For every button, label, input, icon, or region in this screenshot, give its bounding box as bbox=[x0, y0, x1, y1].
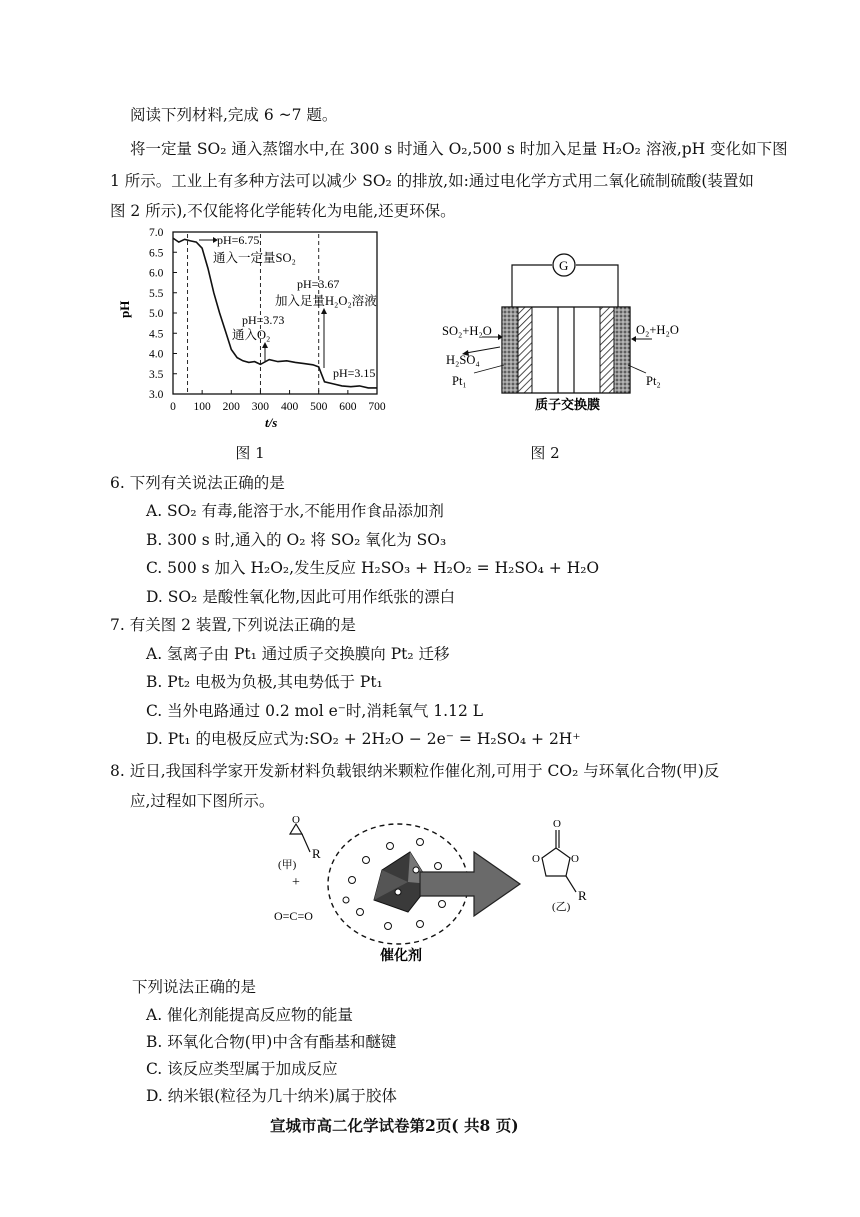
pt1-label: Pt₁ bbox=[452, 374, 467, 388]
page-footer: 宣城市高二化学试卷第2页( 共8 页) bbox=[270, 1116, 519, 1135]
reaction-arrow bbox=[420, 852, 520, 916]
ph-chart bbox=[115, 222, 395, 437]
y-tick-label: 6.0 bbox=[149, 267, 164, 280]
epoxide-r-label: R bbox=[312, 846, 321, 861]
y-tick-label: 5.0 bbox=[149, 308, 164, 320]
x-tick-label: 100 bbox=[193, 401, 211, 413]
q6-option-c: C. 500 s 加入 H₂O₂,发生反应 H₂SO₃ + H₂O₂ = H₂SO₄ + H₂O bbox=[146, 559, 600, 577]
q7-option-c: C. 当外电路通过 0.2 mol e⁻时,消耗氧气 1.12 L bbox=[146, 702, 484, 720]
y-tick-label: 5.5 bbox=[149, 287, 164, 300]
galvanometer-label: G bbox=[559, 258, 569, 273]
annotation-o2: 通入O₂ bbox=[232, 328, 271, 342]
left-in-label: SO₂+H₂O bbox=[442, 324, 492, 338]
pt2-label: Pt₂ bbox=[646, 374, 661, 388]
q6-stem: 6. 下列有关说法正确的是 bbox=[110, 474, 285, 492]
membrane-label: 质子交换膜 bbox=[535, 397, 601, 412]
q8-stem-line-2: 应,过程如下图所示。 bbox=[130, 792, 275, 810]
epoxide-bond bbox=[302, 834, 310, 852]
annotation-ph-3-15: pH=3.15 bbox=[333, 366, 376, 380]
y-tick-label: 7.0 bbox=[149, 227, 164, 239]
y-tick-label: 6.5 bbox=[149, 247, 164, 260]
q7-option-a: A. 氢离子由 Pt₁ 通过质子交换膜向 Pt₂ 迁移 bbox=[146, 645, 450, 663]
right-catalyst-layer bbox=[600, 307, 614, 393]
q7-stem: 7. 有关图 2 装置,下列说法正确的是 bbox=[110, 616, 356, 634]
carbonate-r-label: R bbox=[578, 888, 587, 903]
plus-sign: + bbox=[292, 875, 300, 890]
carbonate-ring bbox=[542, 848, 570, 876]
co2-label: O=C=O bbox=[274, 909, 313, 923]
annotation-ph-6-75: pH=6.75 bbox=[217, 233, 260, 247]
catalysis-diagram bbox=[270, 812, 610, 967]
label-yi: (乙) bbox=[552, 901, 571, 913]
epoxide-o-label: O bbox=[292, 814, 300, 826]
y-tick-label: 3.5 bbox=[149, 368, 164, 381]
x-tick-label: 200 bbox=[222, 401, 240, 413]
annotation-ph-3-73: pH=3.73 bbox=[242, 313, 285, 327]
q8-option-d: D. 纳米银(粒径为几十纳米)属于胶体 bbox=[146, 1087, 397, 1105]
x-tick-label: 0 bbox=[170, 401, 176, 413]
x-tick-label: 500 bbox=[310, 401, 328, 413]
left-catalyst-layer bbox=[518, 307, 532, 393]
cell-diagram bbox=[440, 243, 700, 413]
x-tick-label: 700 bbox=[368, 401, 386, 413]
x-tick-label: 400 bbox=[280, 401, 299, 413]
q8-option-a: A. 催化剂能提高反应物的能量 bbox=[146, 1006, 354, 1024]
left-out-label: H₂SO₄ bbox=[446, 353, 480, 367]
x-tick-label: 300 bbox=[251, 401, 270, 413]
right-in-label: O₂+H₂O bbox=[636, 323, 679, 337]
q6-option-b: B. 300 s 时,通入的 O₂ 将 SO₂ 氧化为 SO₃ bbox=[146, 531, 447, 549]
carbonate-r-bond bbox=[566, 876, 576, 892]
carbonate-o-left: O bbox=[532, 853, 540, 865]
fig1-caption: 图 1 bbox=[235, 444, 265, 462]
pt1-electrode bbox=[502, 307, 518, 393]
external-wire-right bbox=[576, 265, 618, 307]
pt2-electrode bbox=[614, 307, 630, 393]
annotation-ph-3-67: pH=3.67 bbox=[297, 277, 340, 291]
y-axis-label: pH bbox=[117, 300, 132, 318]
carbonate-o-top: O bbox=[553, 818, 561, 830]
q7-option-b: B. Pt₂ 电极为负极,其电势低于 Pt₁ bbox=[146, 673, 383, 691]
q8-option-b: B. 环氧化合物(甲)中含有酯基和醚键 bbox=[146, 1033, 397, 1051]
q6-option-d: D. SO₂ 是酸性氧化物,因此可用作纸张的漂白 bbox=[146, 588, 456, 606]
q7-option-d: D. Pt₁ 的电极反应式为:SO₂ + 2H₂O − 2e⁻ = H₂SO₄ + 2H⁺ bbox=[146, 730, 581, 748]
q8-option-c: C. 该反应类型属于加成反应 bbox=[146, 1060, 338, 1078]
intro-line-2: 将一定量 SO₂ 通入蒸馏水中,在 300 s 时通入 O₂,500 s 时加入足量 H₂O₂ 溶液,pH 变化如下图 bbox=[130, 140, 788, 158]
label-jia: (甲) bbox=[278, 859, 297, 871]
catalyst-label: 催化剂 bbox=[380, 949, 422, 964]
annotation-h2o2: 加入足量H₂O₂溶液 bbox=[275, 294, 377, 308]
q8-stem-line-1: 8. 近日,我国科学家开发新材料负载银纳米颗粒作催化剂,可用于 CO₂ 与环氧化合物(甲)反 bbox=[110, 762, 720, 780]
x-tick-label: 600 bbox=[339, 401, 357, 413]
q6-option-a: A. SO₂ 有毒,能溶于水,不能用作食品添加剂 bbox=[146, 502, 444, 520]
fig2-caption: 图 2 bbox=[530, 444, 560, 462]
intro-line-1: 阅读下列材料,完成 6 ~7 题。 bbox=[130, 106, 338, 124]
intro-line-3: 1 所示。工业上有多种方法可以减少 SO₂ 的排放,如:通过电化学方式用二氧化硫制硫酸(装置如 bbox=[110, 172, 754, 190]
y-tick-label: 4.0 bbox=[149, 348, 164, 361]
x-axis-label: t/s bbox=[265, 415, 278, 430]
intro-line-4: 图 2 所示),不仅能将化学能转化为电能,还更环保。 bbox=[110, 202, 456, 220]
external-wire bbox=[512, 265, 552, 307]
carbonate-o-right: O bbox=[571, 853, 579, 865]
pt2-leader bbox=[628, 365, 646, 373]
arrowhead-h2o2 bbox=[321, 308, 327, 314]
y-tick-label: 3.0 bbox=[149, 389, 164, 401]
arrowhead-o2 bbox=[262, 342, 268, 348]
q8-prompt: 下列说法正确的是 bbox=[132, 978, 257, 996]
y-tick-label: 4.5 bbox=[149, 328, 164, 341]
annotation-so2: 通入一定量SO₂ bbox=[213, 251, 296, 265]
